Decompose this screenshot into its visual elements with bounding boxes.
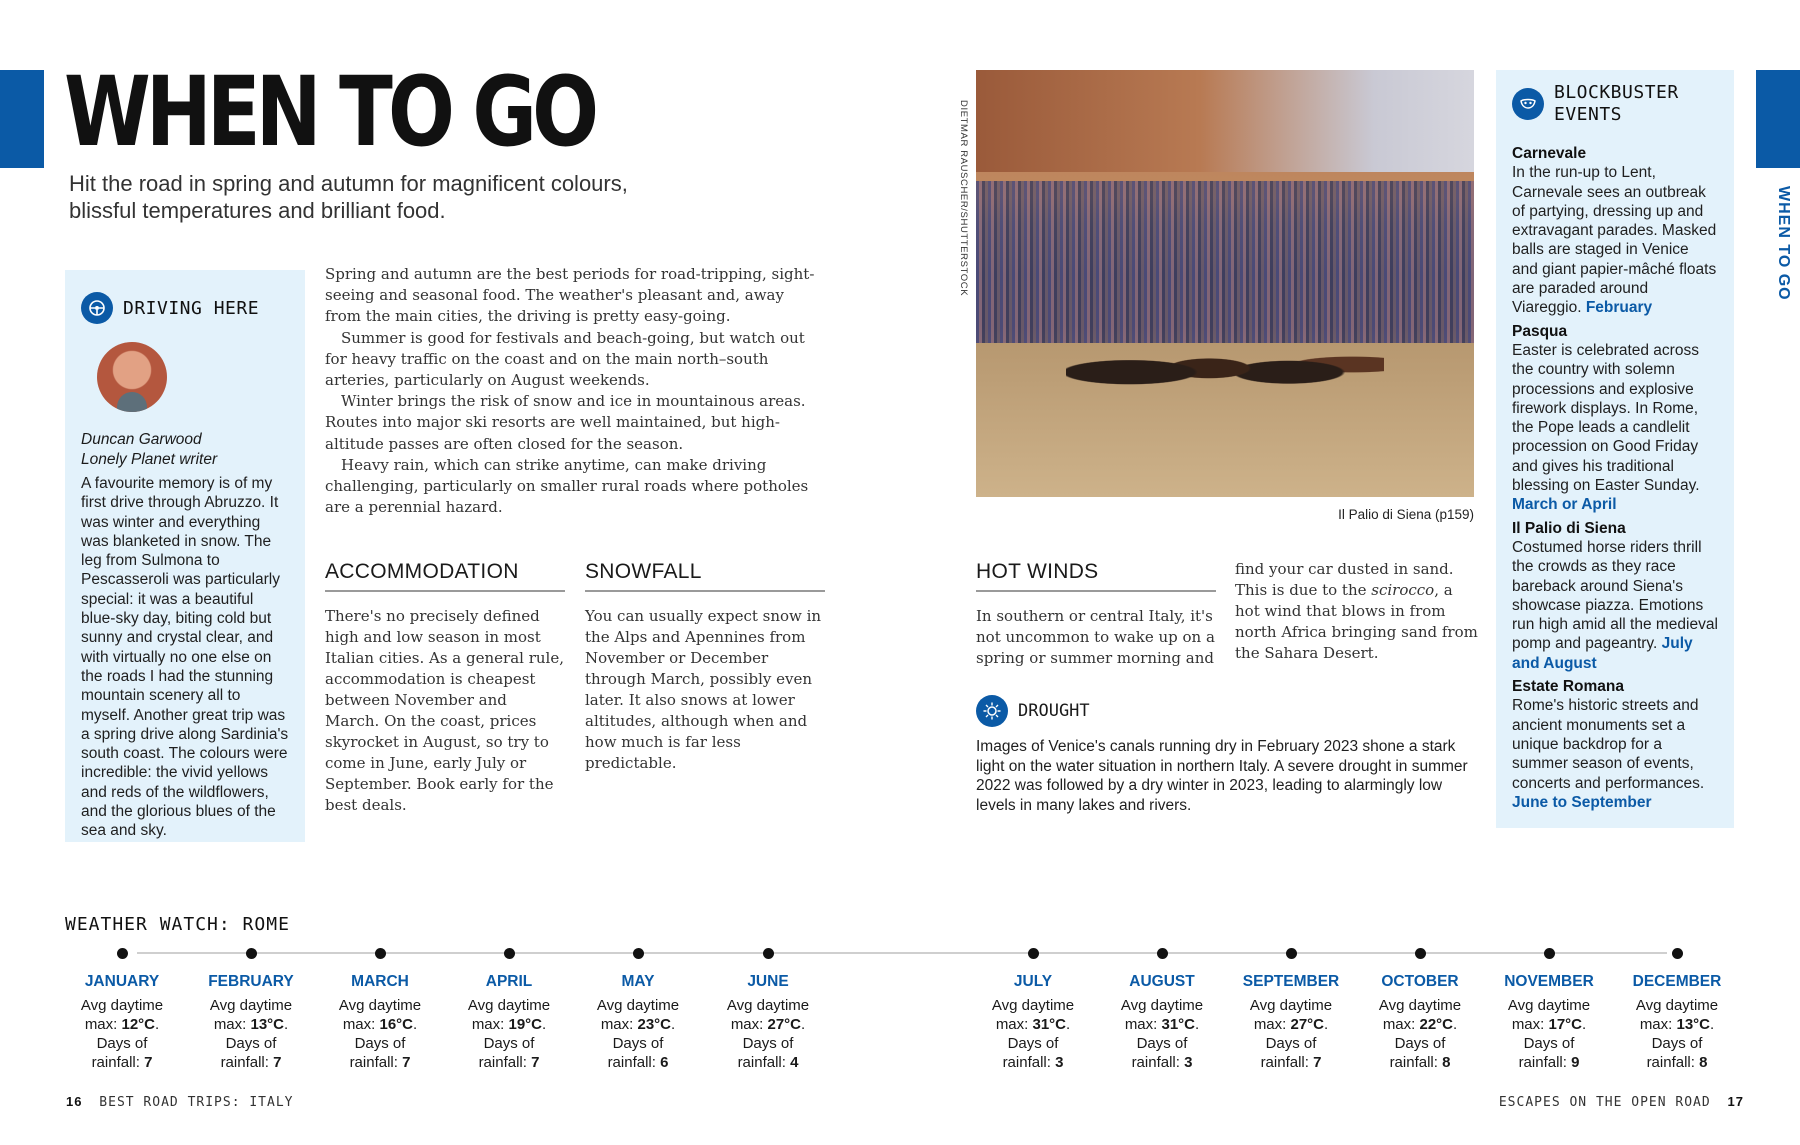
rain-days: 4: [790, 1054, 799, 1071]
month-stats: Avg daytime max: 23°C. Days of rainfall: 6: [596, 997, 680, 1071]
month-stats: Avg daytime max: 13°C. Days of rainfall: 8: [1635, 997, 1719, 1071]
avg-label: Avg daytime: [1507, 997, 1591, 1014]
event-item: [1512, 322, 1718, 515]
timeline-dot: [375, 948, 386, 959]
max-label: max:: [730, 1016, 768, 1033]
snowfall-heading: SNOWFALL: [585, 560, 825, 592]
timeline-dot: [1286, 948, 1297, 959]
blockbuster-events-box: [1496, 70, 1734, 828]
event-description: Easter is celebrated across the country with solemn processions and explosive firework displays. In Rome, the Pope leads a candlelit procession on Good Friday and gives his traditional blessing on Easter Sunday.: [1512, 341, 1700, 495]
max-temp: 31°C: [1032, 1016, 1067, 1033]
body-paragraph: Heavy rain, which can strike anytime, can make driving challenging, particularly on smaller rural roads where potholes are a perennial hazard.: [325, 455, 809, 517]
rain-label: rainfall:: [91, 1054, 145, 1071]
writer-quote: A favourite memory is of my first drive through Abruzzo. It was winter and everything was blanketed in snow. The leg from Sulmona to Pescasseroli was particularly special: it was a beautiful blue-sky day, biting cold but sunny and crystal clear, and with virtually no one else on the roads I had the stunning mountain scenery all to myself. Another great trip was a spring drive along Sardinia's south coast. The colours were incredible: the vivid yellows and reds of the wildflowers, and the glorious blues of the sea and sky.: [81, 475, 289, 840]
month-name: JULY: [1013, 973, 1053, 990]
max-temp: 31°C: [1161, 1016, 1196, 1033]
month-name: SEPTEMBER: [1242, 973, 1340, 990]
avg-label: Avg daytime: [467, 997, 551, 1014]
max-label: max:: [213, 1016, 251, 1033]
month-stats: Avg daytime max: 17°C. Days of rainfall: 9: [1507, 997, 1591, 1071]
max-temp: 22°C: [1419, 1016, 1454, 1033]
timeline-dot: [633, 948, 644, 959]
month-may: [573, 948, 703, 1072]
max-temp: 13°C: [1676, 1016, 1711, 1033]
avg-label: Avg daytime: [726, 997, 810, 1014]
drought-text: Images of Venice's canals running dry in February 2023 shone a stark light on the water situation in northern Italy. A severe drought in summer 2022 was followed by a dry winter in 2023, leading to alarmingly low levels in many lakes and rivers.: [976, 738, 1468, 814]
event-item: [1512, 519, 1718, 673]
month-april: [444, 948, 574, 1072]
max-label: max:: [600, 1016, 638, 1033]
month-stats: Avg daytime max: 19°C. Days of rainfall: 7: [467, 997, 551, 1071]
days-label: Days of: [225, 1035, 277, 1052]
month-name: FEBRUARY: [208, 973, 294, 990]
month-name: OCTOBER: [1381, 973, 1459, 990]
max-temp: 12°C: [121, 1016, 156, 1033]
steering-wheel-icon: [81, 292, 113, 324]
month-stats: Avg daytime max: 31°C. Days of rainfall: 3: [991, 997, 1075, 1071]
writer-avatar: [97, 342, 167, 412]
events-title: [1554, 82, 1679, 126]
days-label: Days of: [1265, 1035, 1317, 1052]
max-temp: 17°C: [1548, 1016, 1583, 1033]
snowfall-section: [585, 560, 825, 774]
event-item: [1512, 144, 1718, 318]
timeline-dot: [504, 948, 515, 959]
timeline-dot: [117, 948, 128, 959]
page-title: WHEN TO GO: [64, 56, 595, 168]
rain-label: rainfall:: [1131, 1054, 1185, 1071]
event-date: July and August: [1512, 635, 1693, 672]
event-description: Costumed horse riders thrill the crowds as they race bareback around Siena's showcase piazza. Emotions run high amid all the medieval pomp and pageantry.: [1512, 538, 1718, 653]
rain-label: rainfall:: [1518, 1054, 1572, 1071]
days-label: Days of: [612, 1035, 664, 1052]
timeline-dot: [763, 948, 774, 959]
accommodation-heading: ACCOMMODATION: [325, 560, 565, 592]
rain-days: 9: [1571, 1054, 1580, 1071]
event-list: [1512, 144, 1718, 812]
event-date: February: [1585, 299, 1653, 317]
driving-here-title: DRIVING HERE: [123, 297, 260, 319]
writer-role: Lonely Planet writer: [81, 451, 218, 468]
month-june: [703, 948, 833, 1072]
timeline-dot: [1672, 948, 1683, 959]
rain-label: rainfall:: [1646, 1054, 1700, 1071]
event-name: Carnevale: [1512, 145, 1587, 162]
max-temp: 13°C: [250, 1016, 285, 1033]
palio-siena-photo: [976, 70, 1474, 497]
rain-days: 7: [531, 1054, 540, 1071]
max-label: max:: [1511, 1016, 1549, 1033]
driving-here-box: [65, 270, 305, 842]
events-title-line: EVENTS: [1554, 104, 1623, 125]
max-temp: 23°C: [637, 1016, 672, 1033]
max-label: max:: [1382, 1016, 1420, 1033]
month-october: [1355, 948, 1485, 1072]
photo-buildings: [976, 70, 1474, 172]
days-label: Days of: [1007, 1035, 1059, 1052]
max-temp: 27°C: [1290, 1016, 1325, 1033]
month-july: [968, 948, 1098, 1072]
month-stats: Avg daytime max: 13°C. Days of rainfall: 7: [209, 997, 293, 1071]
event-description: Rome's historic streets and ancient monuments set a unique backdrop for a summer season of events, concerts and performances.: [1512, 697, 1705, 792]
chapter-title: ESCAPES ON THE OPEN ROAD: [1498, 1095, 1711, 1110]
month-august: [1097, 948, 1227, 1072]
hot-winds-text-part: , a hot wind that blows in from north Africa bringing sand from the Sahara Desert.: [1235, 581, 1478, 662]
month-stats: Avg daytime max: 27°C. Days of rainfall: 7: [1249, 997, 1333, 1071]
days-label: Days of: [742, 1035, 794, 1052]
drought-title: DROUGHT: [1018, 701, 1090, 721]
avg-label: Avg daytime: [596, 997, 680, 1014]
month-december: [1612, 948, 1742, 1072]
max-label: max:: [1253, 1016, 1291, 1033]
days-label: Days of: [483, 1035, 535, 1052]
days-label: Days of: [354, 1035, 406, 1052]
max-temp: 16°C: [379, 1016, 414, 1033]
event-description: In the run-up to Lent, Carnevale sees an outbreak of partying, dressing up and extravagant parades. Masked balls are staged in Venice and giant papier-mâché floats are paraded around Viareggio.: [1512, 164, 1717, 317]
max-temp: 27°C: [767, 1016, 802, 1033]
max-label: max:: [342, 1016, 380, 1033]
max-label: max:: [1124, 1016, 1162, 1033]
photo-credit: DIETMAR RAUSCHER/SHUTTERSTOCK: [958, 100, 969, 297]
writer-name: Duncan Garwood: [81, 431, 202, 448]
weather-watch-title: WEATHER WATCH: ROME: [65, 914, 290, 935]
drought-section: [976, 695, 1476, 815]
rain-days: 7: [1313, 1054, 1322, 1071]
month-stats: Avg daytime max: 12°C. Days of rainfall: 7: [80, 997, 164, 1071]
rain-days: 7: [273, 1054, 282, 1071]
footer-left: [58, 1094, 293, 1110]
days-label: Days of: [1651, 1035, 1703, 1052]
rain-label: rainfall:: [1389, 1054, 1443, 1071]
hot-winds-text-continued: [1235, 559, 1480, 664]
photo-horses: [1066, 326, 1385, 403]
body-paragraph: Winter brings the risk of snow and ice in mountainous areas. Routes into major ski resorts are well maintained, but high-altitude passes are often closed for the season.: [325, 392, 806, 453]
avg-label: Avg daytime: [338, 997, 422, 1014]
rain-label: rainfall:: [220, 1054, 274, 1071]
month-november: [1484, 948, 1614, 1072]
event-name: Estate Romana: [1512, 678, 1624, 696]
month-name: AUGUST: [1129, 973, 1195, 990]
sun-icon: [976, 695, 1008, 727]
month-january: [57, 948, 187, 1072]
month-stats: Avg daytime max: 16°C. Days of rainfall: 7: [338, 997, 422, 1071]
days-label: Days of: [1523, 1035, 1575, 1052]
rain-label: rainfall:: [1260, 1054, 1314, 1071]
month-name: MAY: [621, 973, 655, 990]
event-date: June to September: [1512, 793, 1652, 811]
timeline-dot: [1157, 948, 1168, 959]
rain-label: rainfall:: [1002, 1054, 1056, 1071]
rain-label: rainfall:: [349, 1054, 403, 1071]
page-number-left: 16: [66, 1094, 83, 1109]
max-label: max:: [471, 1016, 509, 1033]
month-name: DECEMBER: [1632, 973, 1722, 990]
hot-winds-text-part: find your car dusted in sand. This is due to the: [1235, 560, 1454, 599]
page-number-right: 17: [1727, 1094, 1744, 1109]
rain-days: 3: [1055, 1054, 1064, 1071]
month-name: JUNE: [747, 973, 789, 990]
events-title-line: BLOCKBUSTER: [1554, 82, 1679, 103]
month-name: JANUARY: [84, 973, 160, 990]
event-name: Pasqua: [1512, 322, 1568, 340]
photo-caption: Il Palio di Siena (p159): [1338, 507, 1474, 522]
event-name: Il Palio di Siena: [1512, 519, 1626, 537]
avg-label: Avg daytime: [1120, 997, 1204, 1014]
avg-label: Avg daytime: [991, 997, 1075, 1014]
rain-label: rainfall:: [607, 1054, 661, 1071]
rain-days: 8: [1442, 1054, 1451, 1071]
events-heading: [1512, 82, 1718, 126]
month-name: MARCH: [351, 973, 409, 990]
main-body-text: [325, 264, 815, 518]
month-stats: Avg daytime max: 31°C. Days of rainfall: 3: [1120, 997, 1204, 1071]
rain-days: 8: [1699, 1054, 1708, 1071]
body-paragraph: Spring and autumn are the best periods for road-tripping, sight-seeing and seasonal food. The weather's pleasant and, away from the main cities, the driving is pretty easy-going.: [325, 265, 815, 326]
max-label: max:: [1639, 1016, 1677, 1033]
rain-label: rainfall:: [478, 1054, 532, 1071]
page-intro: Hit the road in spring and autumn for magnificent colours, blissful temperatures and brilliant food.: [69, 171, 628, 223]
days-label: Days of: [96, 1035, 148, 1052]
drought-heading: [976, 695, 1476, 727]
days-label: Days of: [1136, 1035, 1188, 1052]
driving-here-heading: [81, 292, 289, 324]
month-stats: Avg daytime max: 27°C. Days of rainfall: 4: [726, 997, 810, 1071]
avg-label: Avg daytime: [1635, 997, 1719, 1014]
month-september: [1226, 948, 1356, 1072]
side-section-label: WHEN TO GO: [1775, 186, 1792, 301]
month-february: [186, 948, 316, 1072]
month-name: APRIL: [485, 973, 533, 990]
max-temp: 19°C: [508, 1016, 543, 1033]
timeline-dot: [246, 948, 257, 959]
month-march: [315, 948, 445, 1072]
avg-label: Avg daytime: [209, 997, 293, 1014]
accommodation-section: [325, 560, 565, 816]
writer-credit: [81, 430, 289, 470]
rain-label: rainfall:: [737, 1054, 791, 1071]
month-name: NOVEMBER: [1504, 973, 1594, 990]
right-edge-tab: [1756, 70, 1800, 168]
rain-days: 6: [660, 1054, 669, 1071]
hot-winds-heading: HOT WINDS: [976, 560, 1216, 592]
snowfall-text: You can usually expect snow in the Alps and Apennines from November or December through March, possibly even later. It also snows at lower altitudes, although when and how much is far less predictable.: [585, 607, 822, 772]
rain-days: 3: [1184, 1054, 1193, 1071]
avg-label: Avg daytime: [1249, 997, 1333, 1014]
max-label: max:: [84, 1016, 122, 1033]
left-edge-tab: [0, 70, 44, 168]
event-date: March or April: [1512, 496, 1617, 514]
month-stats: Avg daytime max: 22°C. Days of rainfall: 8: [1378, 997, 1462, 1071]
rain-days: 7: [144, 1054, 153, 1071]
timeline-dot: [1415, 948, 1426, 959]
scirocco-term: scirocco: [1371, 581, 1435, 599]
festival-mask-icon: [1512, 88, 1544, 120]
days-label: Days of: [1394, 1035, 1446, 1052]
avg-label: Avg daytime: [80, 997, 164, 1014]
timeline-dot: [1544, 948, 1555, 959]
timeline-dot: [1028, 948, 1039, 959]
rain-days: 7: [402, 1054, 411, 1071]
event-item: [1512, 677, 1718, 812]
max-label: max:: [995, 1016, 1033, 1033]
hot-winds-text: In southern or central Italy, it's not uncommon to wake up on a spring or summer morning and: [976, 607, 1215, 667]
hot-winds-section: [976, 560, 1216, 669]
accommodation-text: There's no precisely defined high and low season in most Italian cities. As a general rule, accommodation is cheapest between November and March. On the coast, prices skyrocket in August, so try to come in June, early July or September. Book early for the best deals.: [325, 607, 564, 814]
book-title: BEST ROAD TRIPS: ITALY: [99, 1095, 294, 1110]
body-paragraph: Summer is good for festivals and beach-going, but watch out for heavy traffic on the coast and on the main north–south arteries, particularly on August weekends.: [325, 328, 805, 390]
avg-label: Avg daytime: [1378, 997, 1462, 1014]
footer-right: [1499, 1094, 1752, 1110]
